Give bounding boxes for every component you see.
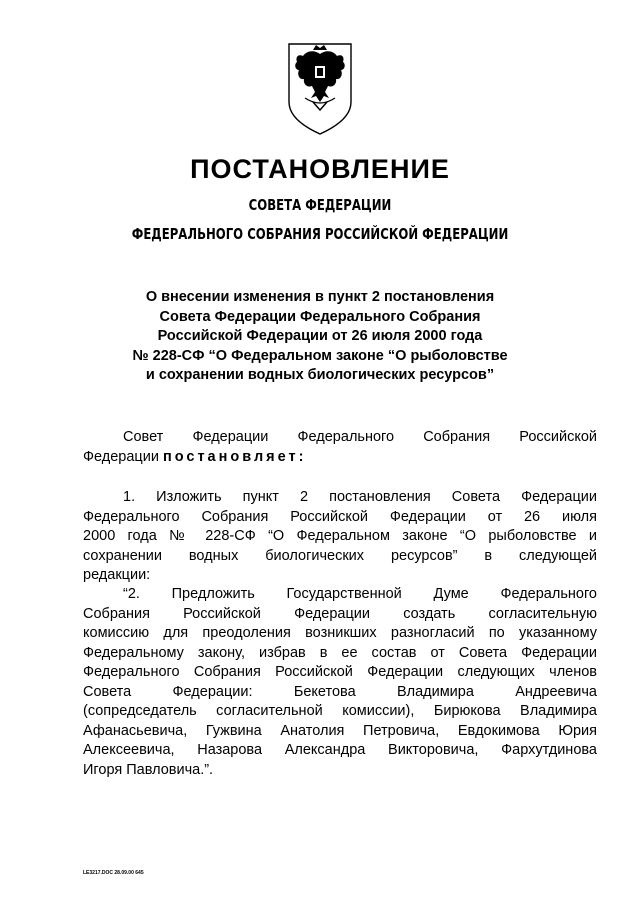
state-emblem	[285, 40, 355, 136]
item-2-line: Федерального Собрания Российской Федерации следующих членов	[83, 664, 597, 680]
item-2-line: Собрания Российской Федерации создать согласительную	[83, 605, 597, 622]
double-headed-eagle-emblem	[285, 40, 355, 136]
item-1-line: 1. Изложить пункт 2 постановления Совета Федерации	[123, 489, 597, 505]
item-2-line: (сопредседатель согласительной комиссии), Бирюкова Владимира	[83, 703, 597, 719]
item-2-quoted-paragraph	[83, 585, 597, 780]
item-2-line: комиссию для преодоления возникших разногласий по указанному	[83, 625, 597, 641]
document-heading	[80, 288, 560, 386]
heading-line: О внесении изменения в пункт 2 постановления	[145, 289, 495, 305]
heading-line: № 228-СФ “О Федеральном законе “О рыболовстве	[132, 347, 508, 364]
document-title: ПОСТАНОВЛЕНИЕ	[190, 154, 450, 184]
item-1-paragraph	[83, 488, 597, 586]
preamble-text: Федерации	[83, 448, 159, 465]
item-1-line: Федерального Собрания Российской Федерации от 26 июля	[83, 508, 597, 525]
item-2-line: Федеральному закону, избрав в ее состав от Совета Федерации	[83, 644, 597, 661]
heading-line: и сохранении водных биологических ресурсов”	[145, 367, 495, 383]
item-2-line: Алексеевича, Назарова Александра Викторовича, Фархутдинова	[83, 742, 597, 758]
heading-line: Российской Федерации от 26 июля 2000 года	[157, 328, 483, 344]
preamble-line	[83, 448, 597, 468]
item-2-line: Игоря Павловича.”.	[83, 761, 214, 778]
item-2-line: Совета Федерации: Бекетова Владимира Андреевича	[83, 683, 597, 700]
resolves-word: постановляет:	[162, 448, 307, 465]
issuer-line-2: ФЕДЕРАЛЬНОГО СОБРАНИЯ РОССИЙСКОЙ ФЕДЕРАЦИИ	[131, 225, 509, 243]
document-footer-code: LE3217.DOC 28.09.00 645	[83, 870, 144, 876]
item-1-line: 2000 года № 228-СФ “О Федеральном законе “О рыболовстве и	[83, 528, 597, 544]
item-2-line: Афанасьевича, Гужвина Анатолия Петровича, Евдокимова Юрия	[83, 722, 597, 739]
heading-line: Совета Федерации Федерального Собрания	[159, 308, 481, 325]
item-1-line: сохранении водных биологических ресурсов” в следующей	[83, 547, 597, 564]
preamble-line: Совет Федерации Федерального Собрания Российской	[123, 429, 597, 445]
item-2-line: “2. Предложить Государственной Думе Федерального	[123, 586, 597, 602]
preamble-paragraph	[83, 428, 597, 467]
issuer-line-1: СОВЕТА ФЕДЕРАЦИИ	[248, 196, 392, 214]
item-1-line: редакции:	[83, 567, 151, 583]
